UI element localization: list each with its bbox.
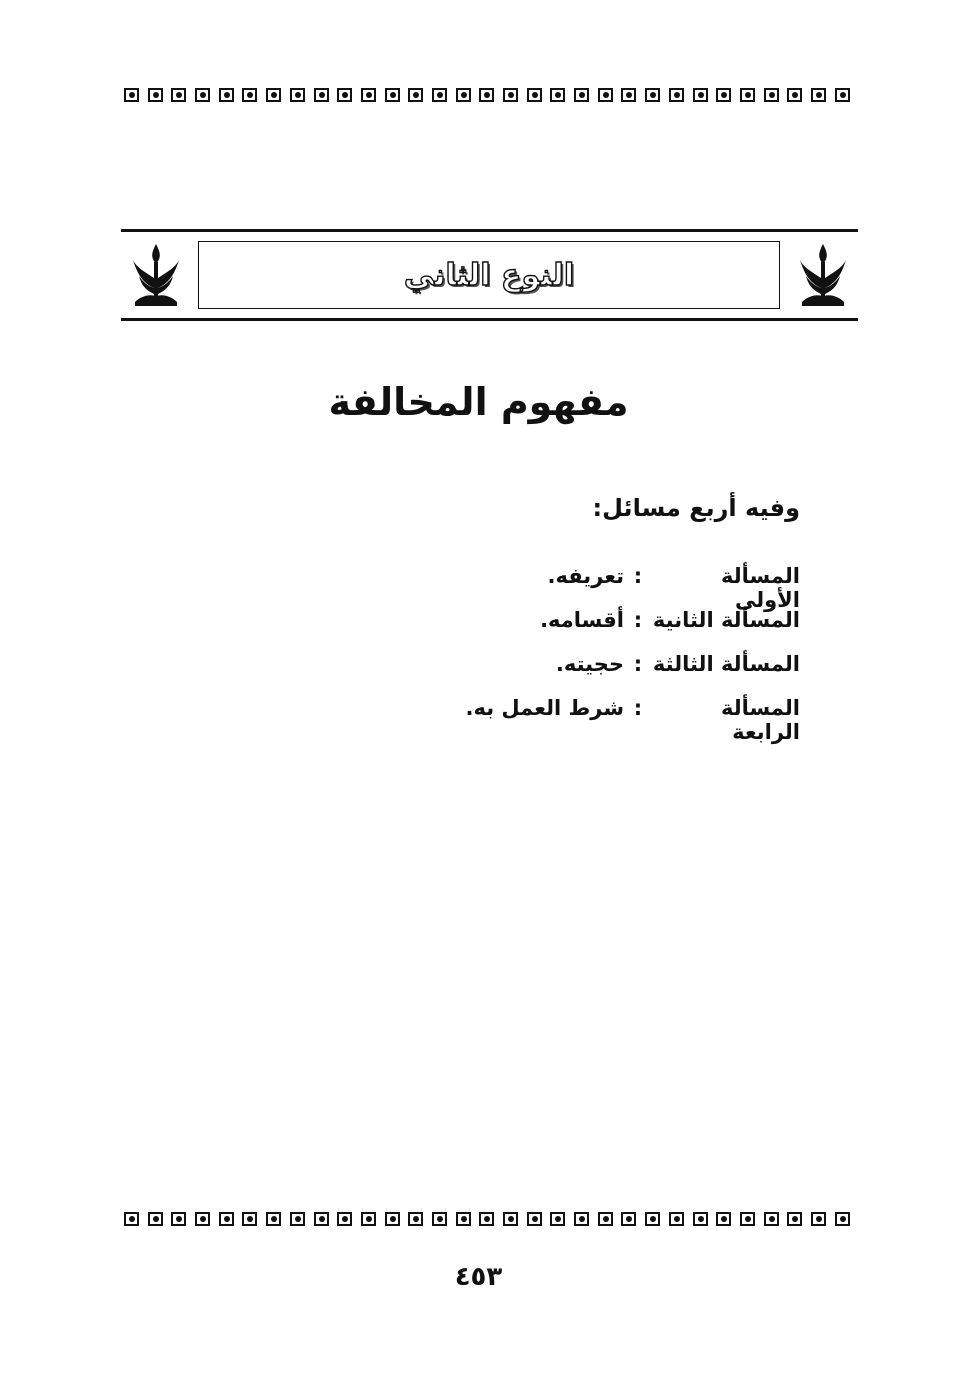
issue-value: أقسامه. [540, 608, 624, 632]
border-ornament-icon [195, 1212, 210, 1226]
issue-item [465, 696, 800, 744]
bottom-decorative-border [124, 1212, 850, 1228]
border-ornament-icon [337, 88, 352, 102]
border-ornament-icon [811, 88, 826, 102]
border-ornament-icon [124, 1212, 139, 1226]
border-ornament-icon [148, 88, 163, 102]
border-ornament-icon [527, 88, 542, 102]
border-ornament-icon [693, 88, 708, 102]
border-ornament-icon [503, 1212, 518, 1226]
border-ornament-icon [408, 1212, 423, 1226]
issue-label: المسألة الثالثة [652, 652, 800, 676]
border-ornament-icon [716, 1212, 731, 1226]
chapter-header [121, 229, 858, 321]
border-ornament-icon [716, 88, 731, 102]
border-ornament-icon [361, 88, 376, 102]
issues-list [465, 564, 800, 744]
issue-label: المسألة الأولى [720, 564, 800, 612]
border-ornament-icon [314, 1212, 329, 1226]
section-title: مفهوم المخالفة [328, 380, 629, 424]
border-ornament-icon [171, 1212, 186, 1226]
border-ornament-icon [645, 1212, 660, 1226]
border-ornament-icon [385, 88, 400, 102]
issue-value: تعريفه. [547, 564, 624, 588]
border-ornament-icon [385, 1212, 400, 1226]
border-ornament-icon [764, 88, 779, 102]
border-ornament-icon [669, 88, 684, 102]
border-ornament-icon [456, 88, 471, 102]
border-ornament-icon [242, 1212, 257, 1226]
border-ornament-icon [219, 1212, 234, 1226]
issue-label: المسألة الثانية [652, 608, 800, 632]
border-ornament-icon [621, 1212, 636, 1226]
issue-item [465, 564, 800, 612]
issue-separator: : [633, 696, 643, 720]
border-ornament-icon [266, 1212, 281, 1226]
intro-text: وفيه أربع مسائل: [592, 494, 800, 522]
page-number: ٤٥٣ [454, 1262, 503, 1292]
border-ornament-icon [598, 1212, 613, 1226]
border-ornament-icon [408, 88, 423, 102]
border-ornament-icon [456, 1212, 471, 1226]
border-ornament-icon [645, 88, 660, 102]
border-ornament-icon [527, 1212, 542, 1226]
border-ornament-icon [550, 88, 565, 102]
border-ornament-icon [148, 1212, 163, 1226]
border-ornament-icon [290, 88, 305, 102]
border-ornament-icon [740, 1212, 755, 1226]
issue-label: المسألة الرابعة [720, 696, 800, 744]
border-ornament-icon [811, 1212, 826, 1226]
border-ornament-icon [574, 1212, 589, 1226]
issue-value: حجيته. [555, 652, 624, 676]
border-ornament-icon [479, 1212, 494, 1226]
issue-item [465, 608, 800, 652]
issue-item [465, 652, 800, 696]
border-ornament-icon [550, 1212, 565, 1226]
border-ornament-icon [432, 88, 447, 102]
fleur-ornament-icon [798, 242, 848, 308]
issue-separator: : [633, 608, 643, 632]
issue-value: شرط العمل به. [465, 696, 624, 720]
border-ornament-icon [242, 88, 257, 102]
border-ornament-icon [195, 88, 210, 102]
top-decorative-border [124, 88, 850, 104]
border-ornament-icon [124, 88, 139, 102]
border-ornament-icon [219, 88, 234, 102]
fleur-ornament-icon [131, 242, 181, 308]
issue-separator: : [633, 564, 643, 588]
border-ornament-icon [290, 1212, 305, 1226]
border-ornament-icon [479, 88, 494, 102]
border-ornament-icon [314, 88, 329, 102]
border-ornament-icon [503, 88, 518, 102]
border-ornament-icon [764, 1212, 779, 1226]
border-ornament-icon [337, 1212, 352, 1226]
border-ornament-icon [693, 1212, 708, 1226]
border-ornament-icon [598, 88, 613, 102]
border-ornament-icon [432, 1212, 447, 1226]
border-ornament-icon [574, 88, 589, 102]
border-ornament-icon [621, 88, 636, 102]
border-ornament-icon [171, 88, 186, 102]
border-ornament-icon [787, 88, 802, 102]
chapter-title: النوع الثاني [403, 257, 575, 293]
border-ornament-icon [361, 1212, 376, 1226]
border-ornament-icon [669, 1212, 684, 1226]
chapter-title-box [198, 241, 780, 309]
issue-separator: : [633, 652, 643, 676]
border-ornament-icon [740, 88, 755, 102]
border-ornament-icon [266, 88, 281, 102]
border-ornament-icon [835, 88, 850, 102]
border-ornament-icon [835, 1212, 850, 1226]
border-ornament-icon [787, 1212, 802, 1226]
